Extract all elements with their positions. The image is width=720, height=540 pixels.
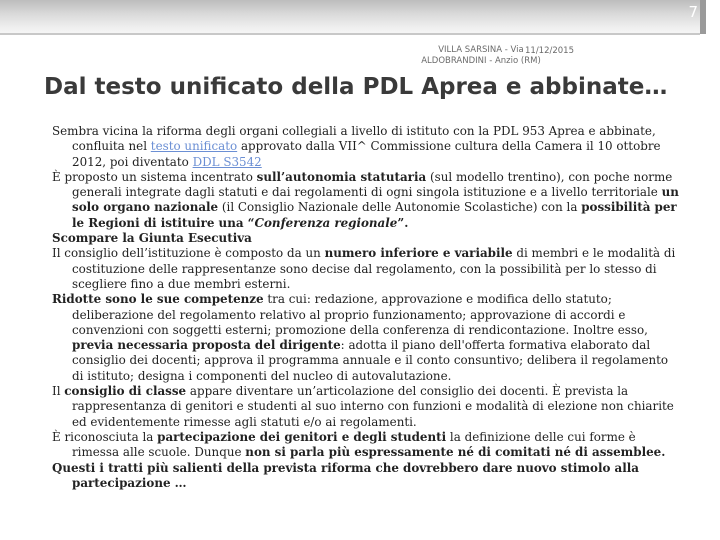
text-segment: : adotta il piano dell'offerta formativa elaborato dal consiglio dei docenti; approva il programma annuale e il conto consuntivo; delibera il regolamento di istituto; designa i componenti del nucleo di autovalutazione.: [72, 338, 669, 383]
emphasis-text: Scompare la Giunta Esecutiva: [52, 231, 252, 246]
text-segment: È riconosciuta la: [52, 429, 158, 444]
text-segment: tra cui: redazione, approvazione e modifica dello statuto; deliberazione del regolamento relativo al proprio funzionamento; approvazione di accordi e convenzioni con soggetti esterni; promozione della conferenza di rendicontazione. Inoltre esso,: [72, 292, 648, 337]
emphasis-text: sull’autonomia statutaria: [256, 169, 427, 184]
text-segment: (sul modello trentino), con poche norme generali integrate dagli statuti e dai regolamenti di ogni singola istituzione e a livello territoriale: [72, 169, 673, 200]
paragraph-participation: [52, 430, 680, 461]
slide-title: Dal testo unificato della PDL Aprea e abbinate…: [44, 74, 668, 100]
emphasis-text: previa necessaria proposta del dirigente: [72, 338, 341, 353]
page-number-accent: [700, 0, 706, 34]
text-segment: Sembra vicina la riforma degli organi collegiali a livello di istituto con la PDL 953 Aprea e abbinate, confluita nel: [52, 124, 656, 154]
paragraph-giunta: [52, 231, 680, 246]
footer-location: VILLA SARSINA - Via ALDOBRANDINI - Anzio (RM): [421, 45, 541, 66]
emphasis-text: consiglio di classe: [64, 384, 187, 399]
emphasis-text: numero inferiore e variabile: [324, 246, 513, 261]
text-segment: Il consiglio dell’istituzione è composto da un: [52, 246, 325, 261]
emphasis-text: partecipazione dei genitori e degli studenti: [157, 429, 447, 444]
link-ddl[interactable]: DDL S3542: [192, 154, 262, 169]
text-segment: approvato dalla VII^ Commissione cultura della Camera il 10 ottobre 2012, poi diventato: [72, 139, 661, 169]
emphasis-italic-text: Conferenza regionale: [254, 215, 398, 230]
text-segment: È proposto un sistema incentrato: [52, 169, 257, 184]
header-divider: [0, 33, 700, 35]
emphasis-text: un solo organo nazionale: [72, 185, 679, 215]
link-testo-unificato[interactable]: testo unificato: [150, 139, 238, 154]
paragraph-conclusion: [52, 461, 680, 492]
footer-date: 11/12/2015: [525, 46, 574, 56]
text-segment: la definizione delle cui forme è rimessa alle scuole. Dunque: [72, 429, 636, 460]
paragraph-competences: [52, 292, 680, 384]
slide-body: [52, 124, 680, 491]
text-segment: appare diventare un’articolazione del consiglio dei docenti. È prevista la rappresentanza di genitori e studenti al suo interno con funzioni e modalità di elezione non chiarite ed evidentemente rimesse agli statuti e/o ai regolamenti.: [72, 384, 674, 429]
paragraph-autonomy: [52, 170, 680, 231]
emphasis-text: ”.: [397, 215, 409, 230]
text-segment: Il: [52, 384, 65, 399]
paragraph-class-council: [52, 384, 680, 430]
text-segment: (il Consiglio Nazionale delle Autonomie Scolastiche) con la: [218, 200, 582, 215]
header-bar: [0, 0, 700, 34]
text-segment: di membri e le modalità di costituzione delle rappresentanze sono decise dal regolamento, con la possibilità per lo stesso di scegliere fino a due membri esterni.: [72, 246, 676, 291]
emphasis-text: Questi i tratti più salienti della prevista riforma che dovrebbero dare nuovo stimolo alla partecipazione …: [52, 460, 639, 490]
emphasis-text: Ridotte sono le sue competenze: [52, 292, 264, 307]
emphasis-text: possibilità per le Regioni di istituire una “: [72, 200, 677, 230]
page-number: 7: [688, 3, 698, 21]
emphasis-text: non si parla più espressamente né di comitati né di assemblee.: [245, 445, 666, 460]
paragraph-council-composition: [52, 246, 680, 292]
paragraph-reform-intro: [52, 124, 680, 170]
